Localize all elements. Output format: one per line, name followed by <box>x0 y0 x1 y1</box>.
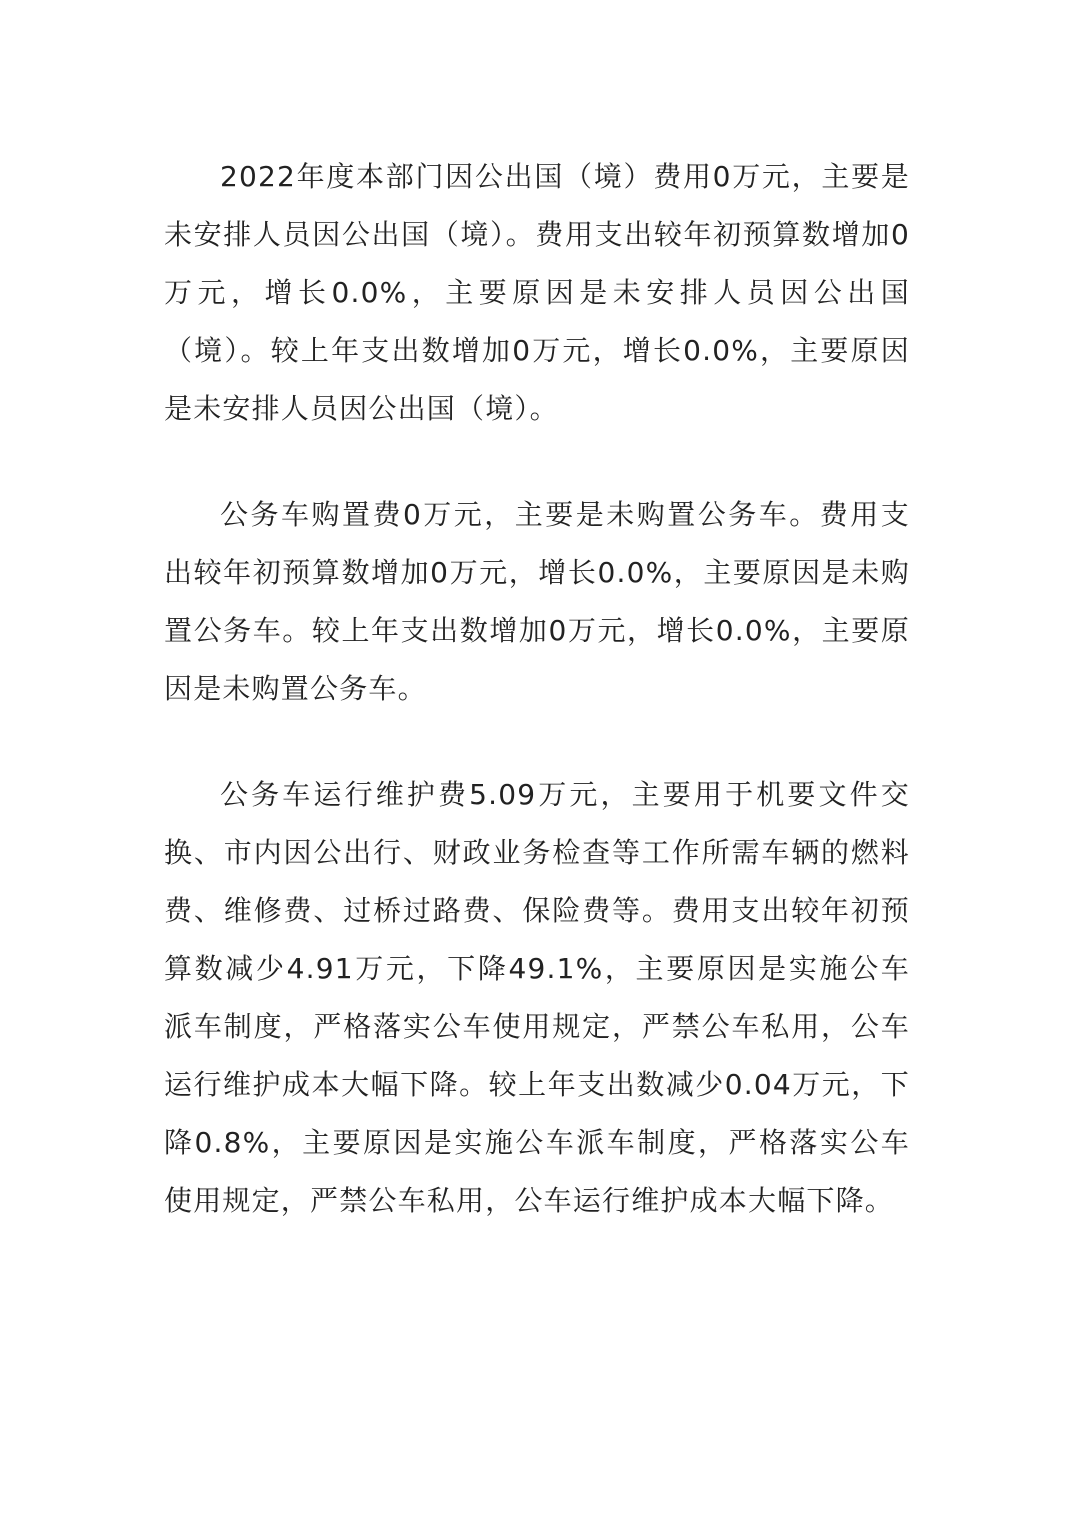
paragraph-vehicle-purchase-expense: 公务车购置费0万元，主要是未购置公务车。费用支出较年初预算数增加0万元，增长0.0%，主要原因是未购置公务车。较上年支出数增加0万元，增长0.0%，主要原因是未购置公务车。 <box>164 498 910 705</box>
paragraph-vehicle-maintenance-expense: 公务车运行维护费5.09万元，主要用于机要文件交换、市内因公出行、财政业务检查等工作所需车辆的燃料费、维修费、过桥过路费、保险费等。费用支出较年初预算数减少4.91万元，下降49.1%，主要原因是实施公车派车制度，严格落实公车使用规定，严禁公车私用，公车运行维护成本大幅下降。较上年支出数减少0.04万元，下降0.8%，主要原因是实施公车派车制度，严格落实公车使用规定，严禁公车私用，公车运行维护成本大幅下降。 <box>164 778 910 1217</box>
document-body <box>164 148 910 1278</box>
paragraph-overseas-travel-expense: 2022年度本部门因公出国（境）费用0万元，主要是未安排人员因公出国（境）。费用支出较年初预算数增加0万元，增长0.0%，主要原因是未安排人员因公出国（境）。较上年支出数增加0万元，增长0.0%，主要原因是未安排人员因公出国（境）。 <box>164 160 910 425</box>
